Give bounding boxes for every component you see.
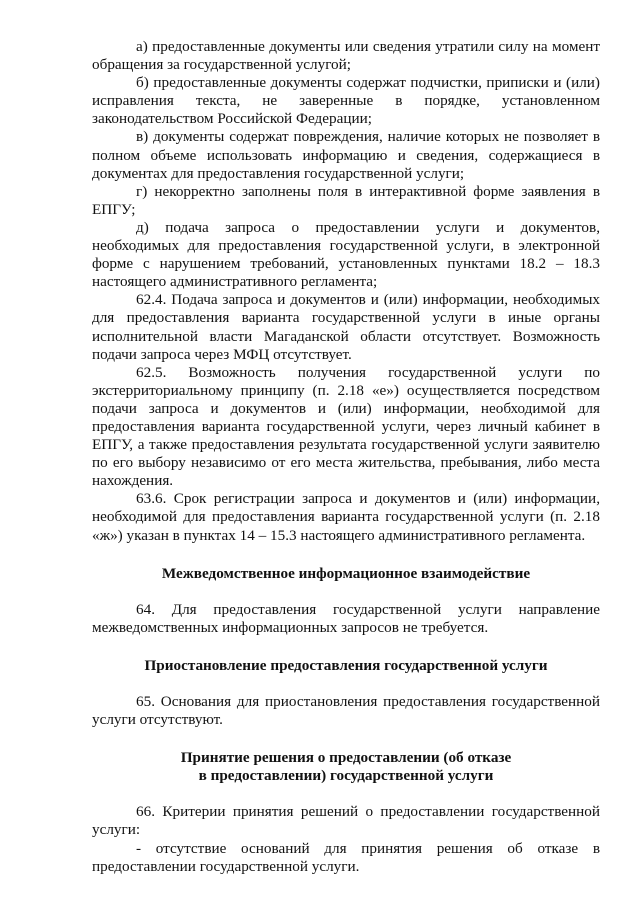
heading-suspension: Приостановление предоставления государственной услуги xyxy=(144,656,548,674)
paragraph-62-5: 62.5. Возможность получения государственной услуги по экстерриториальному принципу (п. 2.18 «е») осуществляется посредством подачи запроса и документов и (или) информации, необходимой для предоставления варианта государственной услуги, через личный кабинет в ЕПГУ, а также предоставления результата государственной услуги заявителю по его выбору независимо от его места жительства, пребывания, либо места нахождения. xyxy=(92,363,600,490)
document-page xyxy=(92,38,600,876)
spacer xyxy=(92,583,600,601)
spacer xyxy=(92,637,600,657)
item-a: а) предоставленные документы или сведения утратили силу на момент обращения за государственной услугой; xyxy=(92,38,600,74)
item-d: д) подача запроса о предоставлении услуги и документов, необходимых для предоставления государственной услуги, в электронной форме с нарушением требований, установленных пунктами 18.2 – 18.3 настоящего административного регламента; xyxy=(92,218,600,291)
item-b: б) предоставленные документы содержат подчистки, приписки и (или) исправления текста, не заверенные в порядке, установленном законодательством Российской Федерации; xyxy=(92,74,600,128)
paragraph-66-item: - отсутствие оснований для принятия решения об отказе в предоставлении государственной услуги. xyxy=(92,839,600,875)
spacer xyxy=(92,785,600,803)
item-v: в) документы содержат повреждения, наличие которых не позволяет в полном объеме использовать информацию и сведения, содержащиеся в документах для предоставления государственной услуги; xyxy=(92,128,600,182)
paragraph-65: 65. Основания для приостановления предоставления государственной услуги отсутствуют. xyxy=(92,693,600,729)
paragraph-63-6: 63.6. Срок регистрации запроса и документов и (или) информации, необходимой для предоставления варианта государственной услуги (п. 2.18 «ж») указан в пунктах 14 – 15.3 настоящего административного регламента. xyxy=(92,490,600,544)
heading-interagency: Межведомственное информационное взаимодействие xyxy=(161,564,531,582)
item-g: г) некорректно заполнены поля в интерактивной форме заявления в ЕПГУ; xyxy=(92,182,600,218)
paragraph-62-4: 62.4. Подача запроса и документов и (или) информации, необходимых для предоставления варианта государственной услуги в иные органы исполнительной власти Магаданской области отсутствует. Возможность подачи запроса через МФЦ отсутствует. xyxy=(92,291,600,363)
spacer xyxy=(92,729,600,749)
heading-decision-line2: в предоставлении) государственной услуги xyxy=(198,767,494,785)
spacer xyxy=(92,675,600,693)
paragraph-64: 64. Для предоставления государственной услуги направление межведомственных информационных запросов не требуется. xyxy=(92,600,600,636)
heading-decision-line1: Принятие решения о предоставлении (об отказе xyxy=(180,749,512,767)
paragraph-66: 66. Критерии принятия решений о предоставлении государственной услуги: xyxy=(92,803,600,839)
spacer xyxy=(92,545,600,565)
